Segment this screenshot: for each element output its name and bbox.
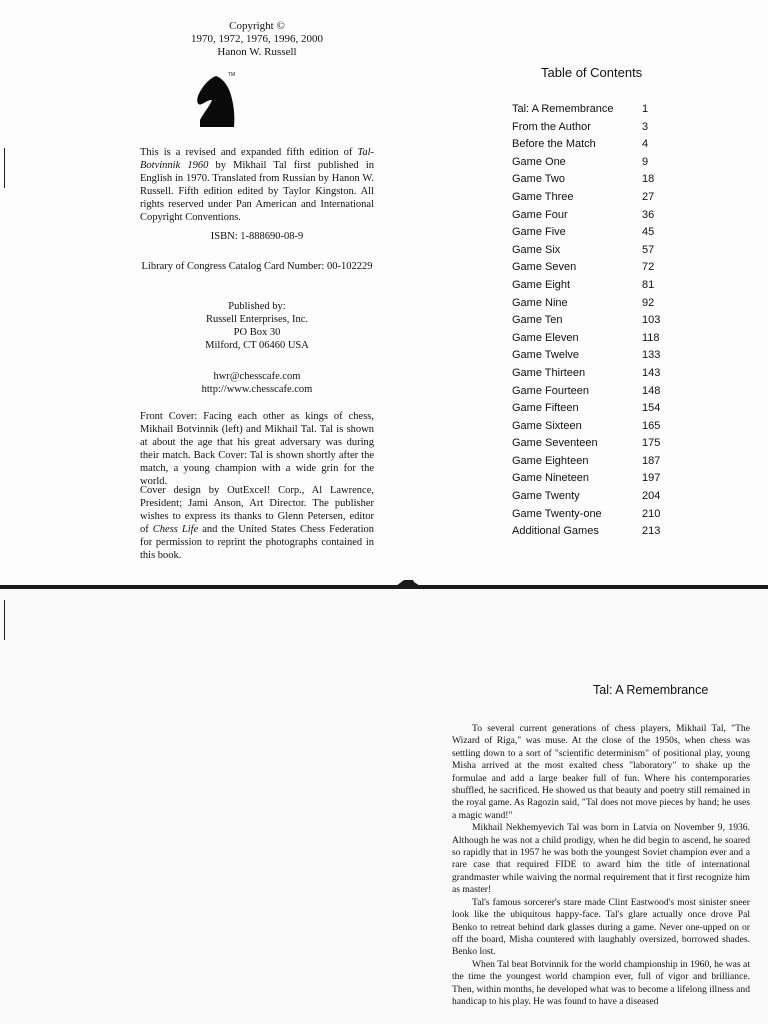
toc-entry-label: Game Twenty-one [512,507,602,520]
scan-edge-mark [4,600,5,640]
toc-entry[interactable] [512,242,672,260]
toc-entry-page: 103 [642,314,661,327]
toc-entry-page: 148 [642,384,661,397]
toc-entry-label: Game Three [512,190,574,203]
toc-entry[interactable] [512,347,672,365]
trademark-label: TM [228,72,236,78]
toc-entry[interactable] [512,154,672,172]
toc-entry-label: Additional Games [512,525,599,538]
publisher-block [140,300,374,352]
isbn: ISBN: 1-888690-08-9 [210,231,304,242]
magazine-title: Chess Life [152,524,199,535]
toc-entry-page: 204 [642,490,661,503]
toc-entry[interactable] [512,207,672,225]
scan-edge-mark [4,148,5,188]
toc-entry[interactable] [512,453,672,471]
toc-entry-label: Game Seventeen [512,437,598,450]
contact-url[interactable]: http://www.chesscafe.com [201,384,313,395]
knight-logo-svg [192,72,238,128]
toc-entry-label: Game Six [512,243,561,256]
toc-entry-page: 197 [642,472,661,485]
toc-entry-label: Game One [512,155,566,168]
toc-entry-page: 92 [642,296,655,309]
toc-entry-page: 187 [642,454,661,467]
body-paragraph: Tal's famous sorcerer's stare made Clint Eastwood's most sinister sneer look like the ubiquitous happy-face. Tal's glare actually once drove Pal Benko to retreat behind dark glasses during a game. Never one-upped on or off the board, Misha countered with laughably oversized, borrowed shades. Benko lost. [452,896,750,958]
toc-entry[interactable] [512,277,672,295]
toc-entry-label: Game Four [512,208,568,221]
book-title: Tal-Botvinnik 1960 [140,147,374,171]
toc-entry[interactable] [512,506,672,524]
toc-entry[interactable] [512,418,672,436]
toc-entry[interactable] [512,365,672,383]
contact-email[interactable]: hwr@chesscafe.com [213,371,301,382]
toc-entry-page: 45 [642,226,655,239]
toc-entry-page: 72 [642,261,655,274]
toc-entry-page: 118 [642,331,660,344]
toc-entry-label: Game Two [512,173,565,186]
copyright-holder: Hanon W. Russell [217,46,297,58]
toc-entry-label: Game Eighteen [512,454,589,467]
toc-title: Table of Contents [541,65,643,80]
design-text-post: and the United States Chess Federation for permission to reprint the photographs contained in this book. [140,524,375,561]
toc-entry-page: 165 [642,419,661,432]
copyright-line: Copyright © [229,20,285,32]
table-of-contents [512,101,672,541]
toc-entry-page: 210 [642,507,661,520]
toc-entry-label: Before the Match [512,138,596,151]
edition-text-pre: This is a revised and expanded fifth edition of [140,147,358,158]
toc-entry-page: 175 [642,437,661,450]
toc-entry[interactable] [512,189,672,207]
toc-entry[interactable] [512,312,672,330]
library-of-congress-number: Library of Congress Catalog Card Number: 00-102229 [141,261,373,272]
toc-entry-page: 18 [642,173,655,186]
body-paragraph: Mikhail Nekhemyevich Tal was born in Latvia on November 9, 1936. Although he was not a child prodigy, when he did begin to ascend, he soared so rapidly that in 1957 he was both the youngest Soviet champion ever and a rare case that required FIDE to award him the title of international grandmaster while waiving the normal requirement that it first recognize him as master! [452,822,750,896]
toc-entry-label: From the Author [512,120,591,133]
toc-entry[interactable] [512,295,672,313]
publisher-name: Russell Enterprises, Inc. [205,314,309,325]
toc-entry-page: 143 [642,366,661,379]
toc-entry[interactable] [512,101,672,119]
toc-entry[interactable] [512,259,672,277]
toc-entry[interactable] [512,400,672,418]
remembrance-body [452,723,750,1008]
edition-notice [140,146,374,224]
toc-entry-label: Game Twenty [512,490,580,503]
toc-entry-page: 213 [642,525,661,538]
chess-knight-icon [192,72,238,128]
toc-entry[interactable] [512,171,672,189]
toc-entry-label: Tal: A Remembrance [512,103,614,115]
toc-entry-label: Game Nineteen [512,472,590,485]
toc-entry-label: Game Five [512,226,566,239]
toc-entry[interactable] [512,523,672,541]
publisher-label: Published by: [228,301,286,312]
contact-block [140,370,374,396]
toc-entry-page: 57 [642,243,655,256]
copyright-block [140,20,374,59]
toc-entry-page: 9 [642,155,649,168]
toc-entry-page: 133 [642,349,661,362]
toc-entry-page: 27 [642,190,655,203]
body-paragraph: When Tal beat Botvinnik for the world championship in 1960, he was at the time the youngest world champion ever, full of vigor and brilliance. Then, within months, he developed what was to become a lifelong illness and handicap to his play. He was found to have a diseased [452,958,750,1007]
toc-entry[interactable] [512,119,672,137]
toc-entry-label: Game Thirteen [512,366,586,379]
toc-entry[interactable] [512,488,672,506]
toc-entry-label: Game Nine [512,296,568,309]
toc-entry-label: Game Twelve [512,349,580,362]
design-text-pre: Cover design by OutExcel! Corp., Al Lawrence, President; Jami Anson, Art Director. The publisher wishes to express its thanks to Glenn Petersen, editor of [140,485,374,535]
toc-entry-page: 3 [642,120,649,133]
toc-entry[interactable] [512,435,672,453]
front-cover-credit: Front Cover: Facing each other as kings of chess, Mikhail Botvinnik (left) and Mikhail Tal. Tal is shown at about the age that his great adversary was during their match. Back Cover: Tal is shown shortly after the match, a young champion with a wide grin for the world. [140,411,374,487]
toc-entry-label: Game Fifteen [512,402,579,415]
toc-entry-label: Game Seven [512,261,577,274]
toc-entry[interactable] [512,330,672,348]
edition-text-post: by Mikhail Tal first published in English in 1970. Translated from Russian by Hanon W. Russell. Fifth edition edited by Taylor Kingston. All rights reserved under Pan American and International Copyright Conventions. [140,160,374,223]
toc-entry[interactable] [512,383,672,401]
toc-entry-label: Game Sixteen [512,419,582,432]
cover-design-credit [140,484,374,562]
toc-entry-page: 4 [642,138,649,151]
publisher-city: Milford, CT 06460 USA [205,340,309,351]
toc-entry-label: Game Fourteen [512,384,590,397]
toc-entry-label: Game Eleven [512,331,579,344]
toc-entry-label: Game Ten [512,314,563,327]
toc-entry-page: 81 [642,278,655,291]
toc-entry-page: 36 [642,208,655,221]
publisher-box: PO Box 30 [233,327,281,338]
page-title: Tal: A Remembrance [593,683,709,697]
toc-entry-page: 154 [642,402,661,415]
toc-entry-label: Game Eight [512,278,571,291]
toc-entry-page: 1 [642,103,649,115]
copyright-years: 1970, 1972, 1976, 1996, 2000 [191,33,323,45]
toc-entry[interactable] [512,470,672,488]
toc-entry[interactable] [512,136,672,154]
toc-entry[interactable] [512,224,672,242]
body-paragraph: To several current generations of chess players, Mikhail Tal, "The Wizard of Riga," was muse. At the close of the 1950s, when chess was settling down to a sort of "scientific determinism" of positional play, young Misha arrived at the most exalted chess "laboratory" to shake up the formulae and add a large beaker full of fun. Where his contemporaries shuffled, he sacrificed. He showed us that beauty and poetry still remained in the royal game. As Ragozin said, "Tal does not move pieces by hand; he uses a magic wand!" [452,723,750,821]
